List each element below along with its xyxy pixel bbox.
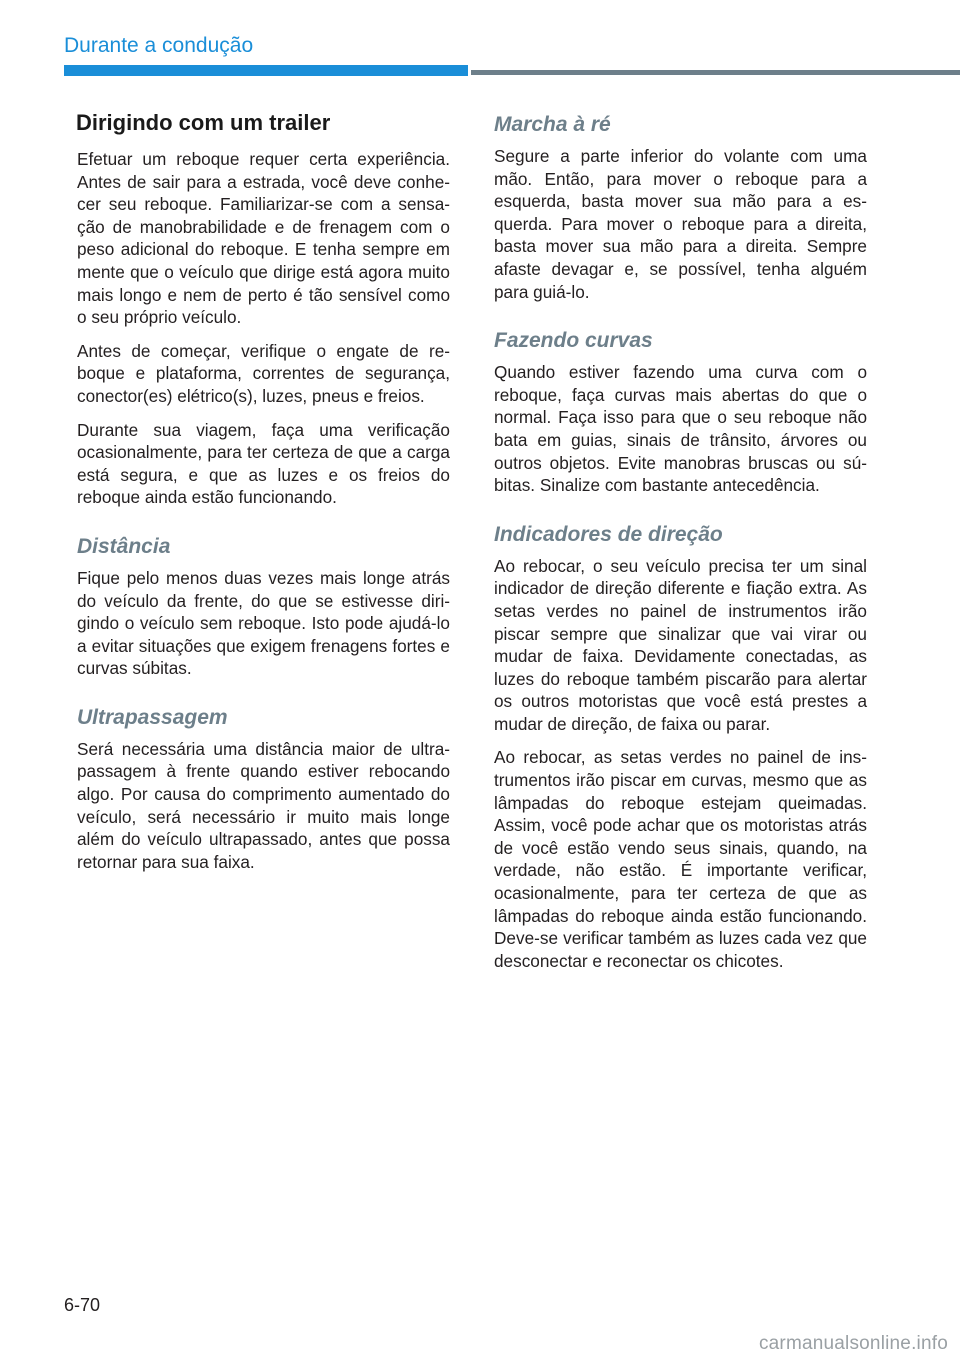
section-paragraph: Ao rebocar, as setas verdes no painel de instrumentos irão piscar em curvas, mesmo que as lâmpadas do reboque estejam queimadas. Assim, você pode achar que os motoristas atrás de você estão vendo seus sinais, quando, na verdade, não estão. É importante verificar, ocasionalmente, para ter certeza de que as lâmpadas do reboque ainda estão funcionando. Deve-se verificar também as luzes cada vez que desconectar e reconectar os chicotes. — [494, 747, 867, 971]
intro-paragraph-3: Durante sua viagem, faça uma verificação ocasionalmente, para ter certeza de que a carga está segura, e que as luzes e os freios do reboque ainda estão funcionando. — [77, 419, 450, 508]
section-heading-indicadores-de-direcao: Indicadores de direção — [494, 522, 723, 546]
section-heading-ultrapassagem: Ultrapassagem — [77, 705, 228, 729]
section-paragraph: Quando estiver fazendo uma curva com o reboque, faça curvas mais abertas do que o normal. Faça isso para que o seu reboque não bata em guias, sinais de trânsito, árvores ou outros objetos. Evite manobras bruscas ou súbitas. Sinalize com bastante antecedência. — [494, 362, 867, 496]
header-accent-bar — [64, 65, 468, 76]
watermark: carmanualsonline.info — [758, 1333, 948, 1354]
header-divider-bar — [471, 70, 960, 75]
intro-paragraph-2: Antes de começar, verifique o engate de reboque e plataforma, correntes de segurança, conector(es) elétrico(s), luzes, pneus e freios. — [77, 340, 450, 406]
section-heading-distancia: Distância — [77, 534, 171, 558]
right-column — [481, 110, 867, 983]
left-column — [64, 110, 450, 884]
section-heading-marcha-a-re: Marcha à ré — [494, 113, 611, 136]
section-paragraph: Ao rebocar, o seu veículo precisa ter um sinal indicador de direção diferente e fiação extra. As setas verdes no painel de instrumentos irão piscar sempre que sinalizar que vai virar ou mudar de faixa. Devidamente conectadas, as luzes do reboque também piscarão para alertar os outros motoristas que você está prestes a mudar de direção, de faixa ou parar. — [494, 555, 867, 734]
page-number: 6-70 — [64, 1295, 101, 1315]
section-heading-fazendo-curvas: Fazendo curvas — [494, 329, 653, 353]
intro-paragraph-1: Efetuar um reboque requer certa experiência. Antes de sair para a estrada, você deve conhecer seu reboque. Familiarizar-se com a sensação de manobrabilidade e de frenagem com o peso adicional do reboque. E tenha sempre em mente que o veículo que dirige está agora muito mais longo e nem de perto é tão sensível como o seu próprio veículo. — [77, 149, 450, 328]
section-paragraph: Segure a parte inferior do volante com uma mão. Então, para mover o reboque para a esquerda, basta mover sua mão para a esquerda. Para mover o reboque para a direita, basta mover sua mão para a direita. Sempre afaste devagar e, se possível, tenha alguém para guiá-lo. — [494, 146, 867, 302]
section-paragraph: Fique pelo menos duas vezes mais longe atrás do veículo da frente, do que se estivesse dirigindo o veículo sem reboque. Isto pode ajudá-lo a evitar situações que exigem frenagens fortes e curvas súbitas. — [77, 567, 450, 679]
section-header-title: Durante a condução — [64, 34, 254, 57]
page-title: Dirigindo com um trailer — [76, 110, 331, 135]
section-paragraph: Será necessária uma distância maior de ultrapassagem à frente quando estiver rebocando algo. Por causa do comprimento aumentado do veículo, será necessário ir muito mais longe além do veículo ultrapassado, antes que possa retornar para sua faixa. — [77, 738, 450, 872]
